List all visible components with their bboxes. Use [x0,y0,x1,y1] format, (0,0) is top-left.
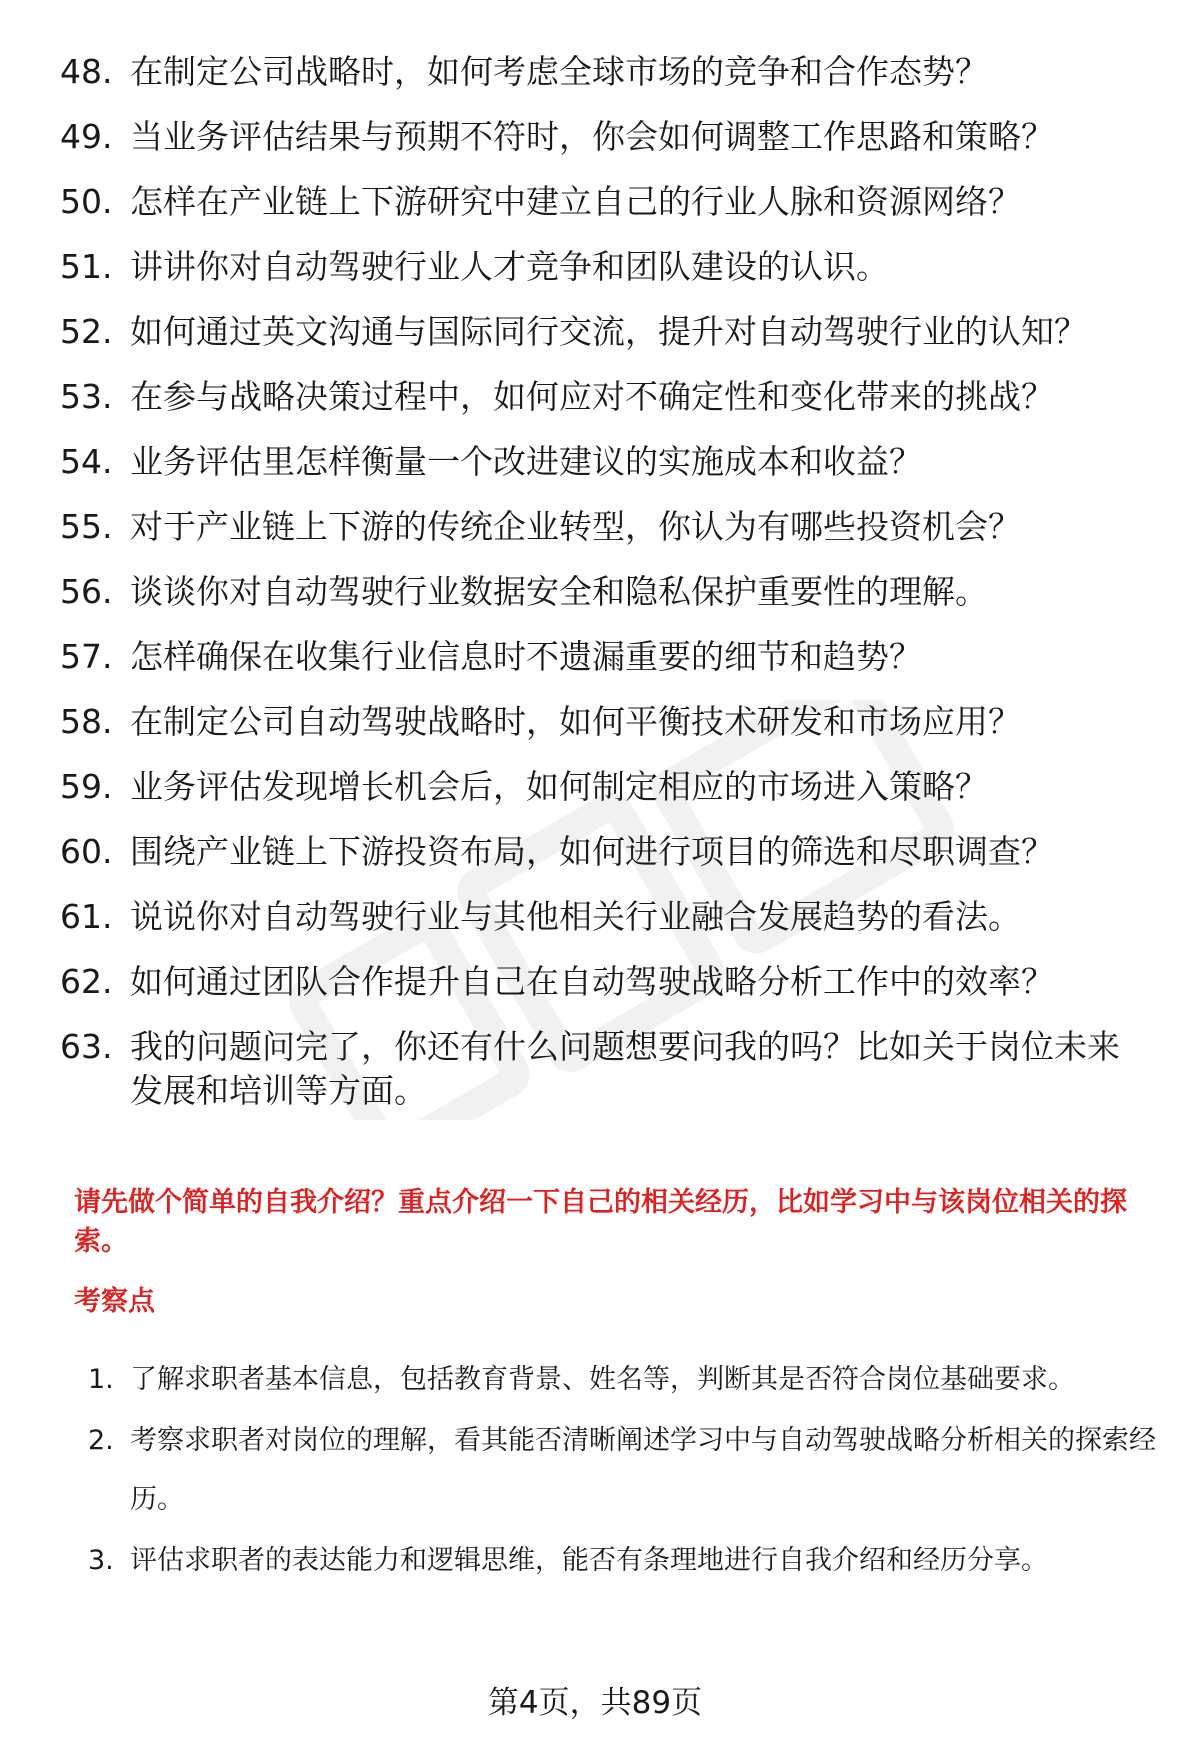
question-number: 48. [60,52,113,91]
key-point-item [88,1350,1158,1409]
question-number: 52. [60,312,113,351]
key-point-text: 了解求职者基本信息，包括教育背景、姓名等，判断其是否符合岗位基础要求。 [130,1364,1075,1395]
question-item [60,570,1150,614]
question-text: 对于产业链上下游的传统企业转型，你认为有哪些投资机会？ [130,507,1021,546]
question-text: 怎样在产业链上下游研究中建立自己的行业人脉和资源网络？ [130,182,1021,221]
key-point-number: 1. [88,1364,114,1395]
question-item [60,1025,1150,1113]
question-item [60,960,1150,1004]
question-list [60,50,1150,1134]
question-text: 业务评估发现增长机会后，如何制定相应的市场进入策略？ [130,767,988,806]
question-text: 怎样确保在收集行业信息时不遗漏重要的细节和趋势？ [130,637,922,676]
question-item [60,700,1150,744]
question-number: 51. [60,247,113,286]
page-number-footer: 第4页，共89页 [487,1685,703,1721]
question-number: 56. [60,572,113,611]
question-item [60,115,1150,159]
question-item [60,245,1150,289]
question-number: 62. [60,962,113,1001]
question-item [60,375,1150,419]
key-point-number: 3. [88,1545,114,1576]
question-text: 围绕产业链上下游投资布局，如何进行项目的筛选和尽职调查？ [130,832,1054,871]
question-item [60,895,1150,939]
question-item [60,50,1150,94]
question-item [60,505,1150,549]
question-text: 当业务评估结果与预期不符时，你会如何调整工作思路和策略？ [130,117,1054,156]
question-item [60,180,1150,224]
question-number: 60. [60,832,113,871]
question-item [60,765,1150,809]
key-point-text: 考察求职者对岗位的理解，看其能否清晰阐述学习中与自动驾驶战略分析相关的探索经历。 [130,1425,1156,1515]
key-point-item [88,1531,1158,1590]
key-point-number: 2. [88,1425,114,1456]
section-subtitle: 考察点 [74,1286,155,1317]
question-item [60,830,1150,874]
question-number: 49. [60,117,113,156]
question-number: 57. [60,637,113,676]
question-number: 59. [60,767,113,806]
question-number: 50. [60,182,113,221]
question-text: 如何通过英文沟通与国际同行交流，提升对自动驾驶行业的认知？ [130,312,1087,351]
question-number: 58. [60,702,113,741]
question-number: 54. [60,442,113,481]
question-text: 谈谈你对自动驾驶行业数据安全和隐私保护重要性的理解。 [130,572,988,611]
question-number: 61. [60,897,113,936]
question-number: 63. [60,1027,113,1066]
question-text: 业务评估里怎样衡量一个改进建议的实施成本和收益？ [130,442,922,481]
question-item [60,440,1150,484]
question-number: 53. [60,377,113,416]
question-text: 在参与战略决策过程中，如何应对不确定性和变化带来的挑战？ [130,377,1054,416]
question-text: 说说你对自动驾驶行业与其他相关行业融合发展趋势的看法。 [130,897,1021,936]
question-item [60,635,1150,679]
question-text: 在制定公司战略时，如何考虑全球市场的竞争和合作态势？ [130,52,988,91]
question-text: 我的问题问完了，你还有什么问题想要问我的吗？比如关于岗位未来发展和培训等方面。 [130,1027,1120,1110]
key-point-text: 评估求职者的表达能力和逻辑思维，能否有条理地进行自我介绍和经历分享。 [130,1545,1048,1576]
question-text: 在制定公司自动驾驶战略时，如何平衡技术研发和市场应用？ [130,702,1021,741]
question-number: 55. [60,507,113,546]
section-question-heading: 请先做个简单的自我介绍？重点介绍一下自己的相关经历，比如学习中与该岗位相关的探索。 [74,1187,1127,1257]
key-point-item [88,1411,1158,1529]
question-item [60,310,1150,354]
question-text: 讲讲你对自动驾驶行业人才竞争和团队建设的认识。 [130,247,889,286]
key-points-list [88,1350,1158,1592]
question-text: 如何通过团队合作提升自己在自动驾驶战略分析工作中的效率？ [130,962,1054,1001]
